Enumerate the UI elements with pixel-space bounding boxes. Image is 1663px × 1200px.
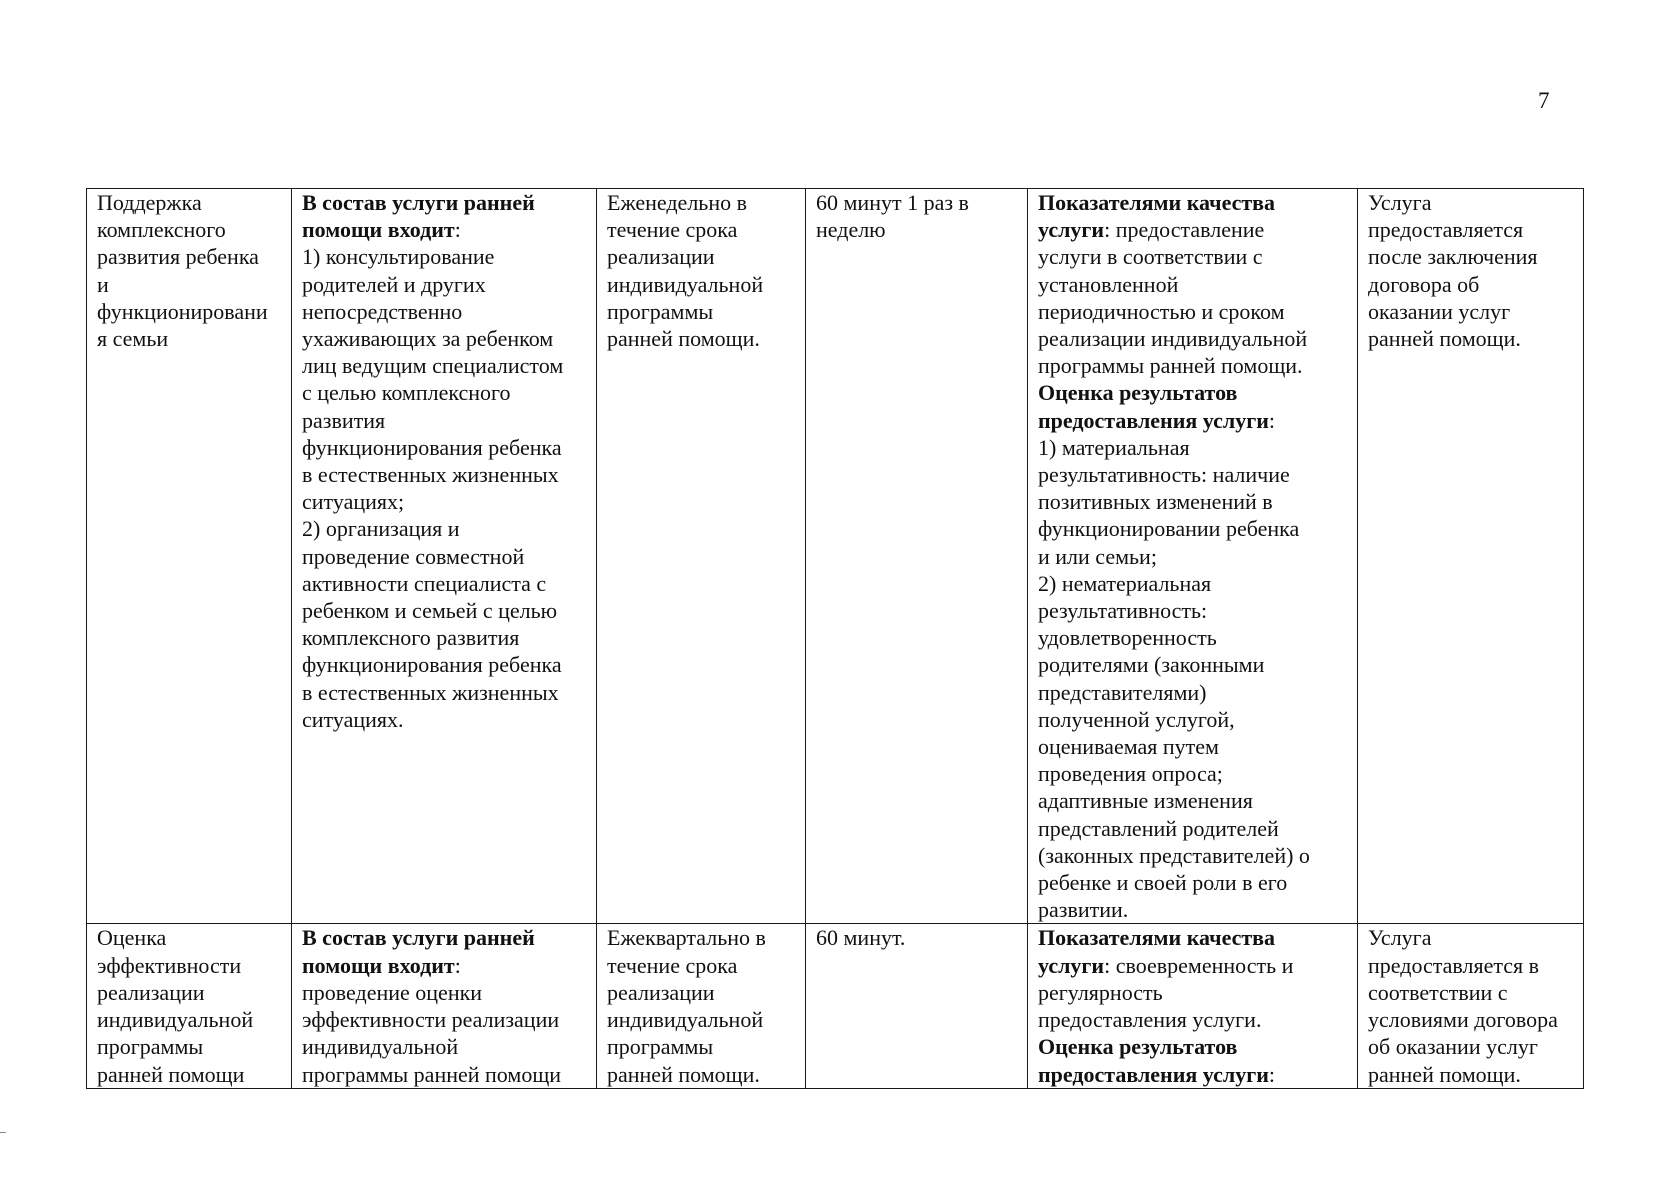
quality-heading: Показателями качества: [1038, 190, 1276, 215]
assessment-line: представителями): [1038, 679, 1207, 705]
assessment-line: результативность: наличие: [1038, 462, 1290, 488]
frequency-line: Ежеквартально в: [607, 925, 766, 951]
service-name-line: ранней помощи: [97, 1061, 245, 1087]
service-content-cell: [292, 924, 597, 1088]
content-line: программы ранней помощи: [302, 1061, 562, 1087]
quality-cell: [1028, 189, 1358, 924]
assessment-line: ребенке и своей роли в его: [1038, 870, 1288, 896]
content-heading: В состав услуги ранней: [302, 190, 535, 215]
table-row: [87, 924, 1584, 1088]
assessment-line: 1) материальная: [1038, 434, 1190, 460]
duration-cell: [806, 189, 1028, 924]
conditions-line: об оказании услуг: [1368, 1034, 1538, 1060]
conditions-line: предоставляется: [1368, 217, 1524, 243]
frequency-line: ранней помощи.: [607, 1061, 760, 1087]
conditions-line: условиями договора: [1368, 1007, 1558, 1033]
service-name-line: и: [97, 271, 109, 297]
frequency-line: реализации: [607, 979, 715, 1005]
assessment-line: функционировании ребенка: [1038, 516, 1300, 542]
assessment-heading: Оценка результатов: [1038, 1034, 1238, 1060]
conditions-line: соответствии с: [1368, 979, 1508, 1005]
conditions-line: предоставляется в: [1368, 952, 1540, 978]
conditions-line: договора об: [1368, 271, 1480, 297]
services-table: [86, 188, 1584, 1089]
content-line: лиц ведущим специалистом: [302, 353, 564, 379]
frequency-line: Еженедельно в: [607, 190, 747, 215]
content-line: в естественных жизненных: [302, 679, 559, 705]
quality-heading: услуги: [1038, 217, 1105, 243]
service-name-line: развития ребенка: [97, 244, 259, 270]
conditions-line: Услуга: [1368, 925, 1432, 951]
content-line: проведение оценки: [302, 979, 483, 1005]
quality-line: программы ранней помощи.: [1038, 353, 1303, 379]
content-line: ребенком и семьей с целью: [302, 598, 558, 624]
service-name-line: я семьи: [97, 326, 169, 352]
frequency-line: индивидуальной: [607, 1007, 764, 1033]
assessment-heading-colon: :: [1268, 407, 1276, 433]
quality-heading: Показателями качества: [1038, 925, 1276, 951]
scan-edge-mark: [0, 1132, 6, 1133]
service-name-line: программы: [97, 1034, 204, 1060]
duration-cell: [806, 924, 1028, 1088]
quality-line: установленной: [1038, 271, 1179, 297]
quality-line: : предоставление: [1104, 217, 1265, 243]
page-number: 7: [1538, 88, 1550, 113]
service-name-cell: [87, 189, 292, 924]
frequency-line: программы: [607, 1034, 714, 1060]
service-name-line: комплексного: [97, 217, 226, 243]
conditions-cell: [1358, 189, 1584, 924]
frequency-line: течение срока: [607, 952, 738, 978]
content-line: развития: [302, 407, 386, 433]
content-line: родителей и других: [302, 271, 486, 297]
quality-line: предоставления услуги.: [1038, 1007, 1262, 1033]
content-line: 1) консультирование: [302, 244, 495, 270]
assessment-line: оцениваемая путем: [1038, 734, 1219, 760]
quality-line: услуги в соответствии с: [1038, 244, 1263, 270]
quality-line: регулярность: [1038, 979, 1163, 1005]
assessment-heading: предоставления услуги: [1038, 1061, 1269, 1087]
content-heading: помощи входит: [302, 217, 455, 243]
conditions-line: оказании услуг: [1368, 298, 1511, 324]
duration-line: 60 минут 1 раз в: [816, 190, 969, 215]
service-name-line: индивидуальной: [97, 1007, 254, 1033]
conditions-line: ранней помощи.: [1368, 1061, 1521, 1087]
content-line: функционирования ребенка: [302, 652, 562, 678]
assessment-line: представлений родителей: [1038, 815, 1279, 841]
frequency-line: программы: [607, 298, 714, 324]
service-content-cell: [292, 189, 597, 924]
content-line: в естественных жизненных: [302, 462, 559, 488]
content-line: 2) организация и: [302, 516, 460, 542]
content-heading-colon: :: [454, 217, 461, 243]
assessment-heading: Оценка результатов: [1038, 380, 1238, 406]
assessment-line: развитии.: [1038, 897, 1129, 923]
content-line: ухаживающих за ребенком: [302, 326, 554, 352]
content-line: индивидуальной: [302, 1034, 459, 1060]
content-line: проведение совместной: [302, 543, 525, 569]
table-row: [87, 189, 1584, 924]
assessment-heading-colon: :: [1268, 1061, 1276, 1087]
content-line: комплексного развития: [302, 625, 520, 651]
assessment-line: проведения опроса;: [1038, 761, 1223, 787]
content-heading: В состав услуги ранней: [302, 925, 535, 951]
assessment-line: результативность:: [1038, 598, 1208, 624]
assessment-line: позитивных изменений в: [1038, 489, 1273, 515]
content-line: непосредственно: [302, 298, 463, 324]
service-name-line: функционировани: [97, 298, 268, 324]
quality-line: : своевременность и: [1104, 952, 1294, 978]
content-line: функционирования ребенка: [302, 434, 562, 460]
frequency-line: ранней помощи.: [607, 326, 760, 352]
frequency-cell: [597, 924, 806, 1088]
content-line: активности специалиста с: [302, 570, 547, 596]
content-line: с целью комплексного: [302, 380, 511, 406]
quality-line: реализации индивидуальной: [1038, 326, 1308, 352]
content-line: эффективности реализации: [302, 1007, 560, 1033]
quality-cell: [1028, 924, 1358, 1088]
frequency-line: индивидуальной: [607, 271, 764, 297]
assessment-line: и или семьи;: [1038, 543, 1157, 569]
conditions-cell: [1358, 924, 1584, 1088]
assessment-line: (законных представителей) о: [1038, 842, 1310, 868]
quality-heading: услуги: [1038, 952, 1105, 978]
conditions-line: ранней помощи.: [1368, 326, 1521, 352]
service-name-line: Оценка: [97, 925, 167, 951]
assessment-line: родителями (законными: [1038, 652, 1265, 678]
assessment-heading: предоставления услуги: [1038, 407, 1269, 433]
service-name-line: реализации: [97, 979, 205, 1005]
content-line: ситуациях;: [302, 489, 405, 515]
assessment-line: удовлетворенность: [1038, 625, 1217, 651]
quality-line: периодичностью и сроком: [1038, 298, 1285, 324]
content-heading-colon: :: [454, 952, 461, 978]
conditions-line: после заключения: [1368, 244, 1538, 270]
service-name-line: Поддержка: [97, 190, 202, 215]
duration-line: неделю: [816, 217, 886, 243]
assessment-line: адаптивные изменения: [1038, 788, 1253, 814]
assessment-line: 2) нематериальная: [1038, 570, 1212, 596]
frequency-line: течение срока: [607, 217, 738, 243]
content-line: ситуациях.: [302, 706, 404, 732]
frequency-cell: [597, 189, 806, 924]
duration-line: 60 минут.: [816, 925, 906, 951]
content-heading: помощи входит: [302, 952, 455, 978]
assessment-line: полученной услугой,: [1038, 706, 1235, 732]
service-name-line: эффективности: [97, 952, 242, 978]
conditions-line: Услуга: [1368, 190, 1432, 215]
frequency-line: реализации: [607, 244, 715, 270]
service-name-cell: [87, 924, 292, 1088]
